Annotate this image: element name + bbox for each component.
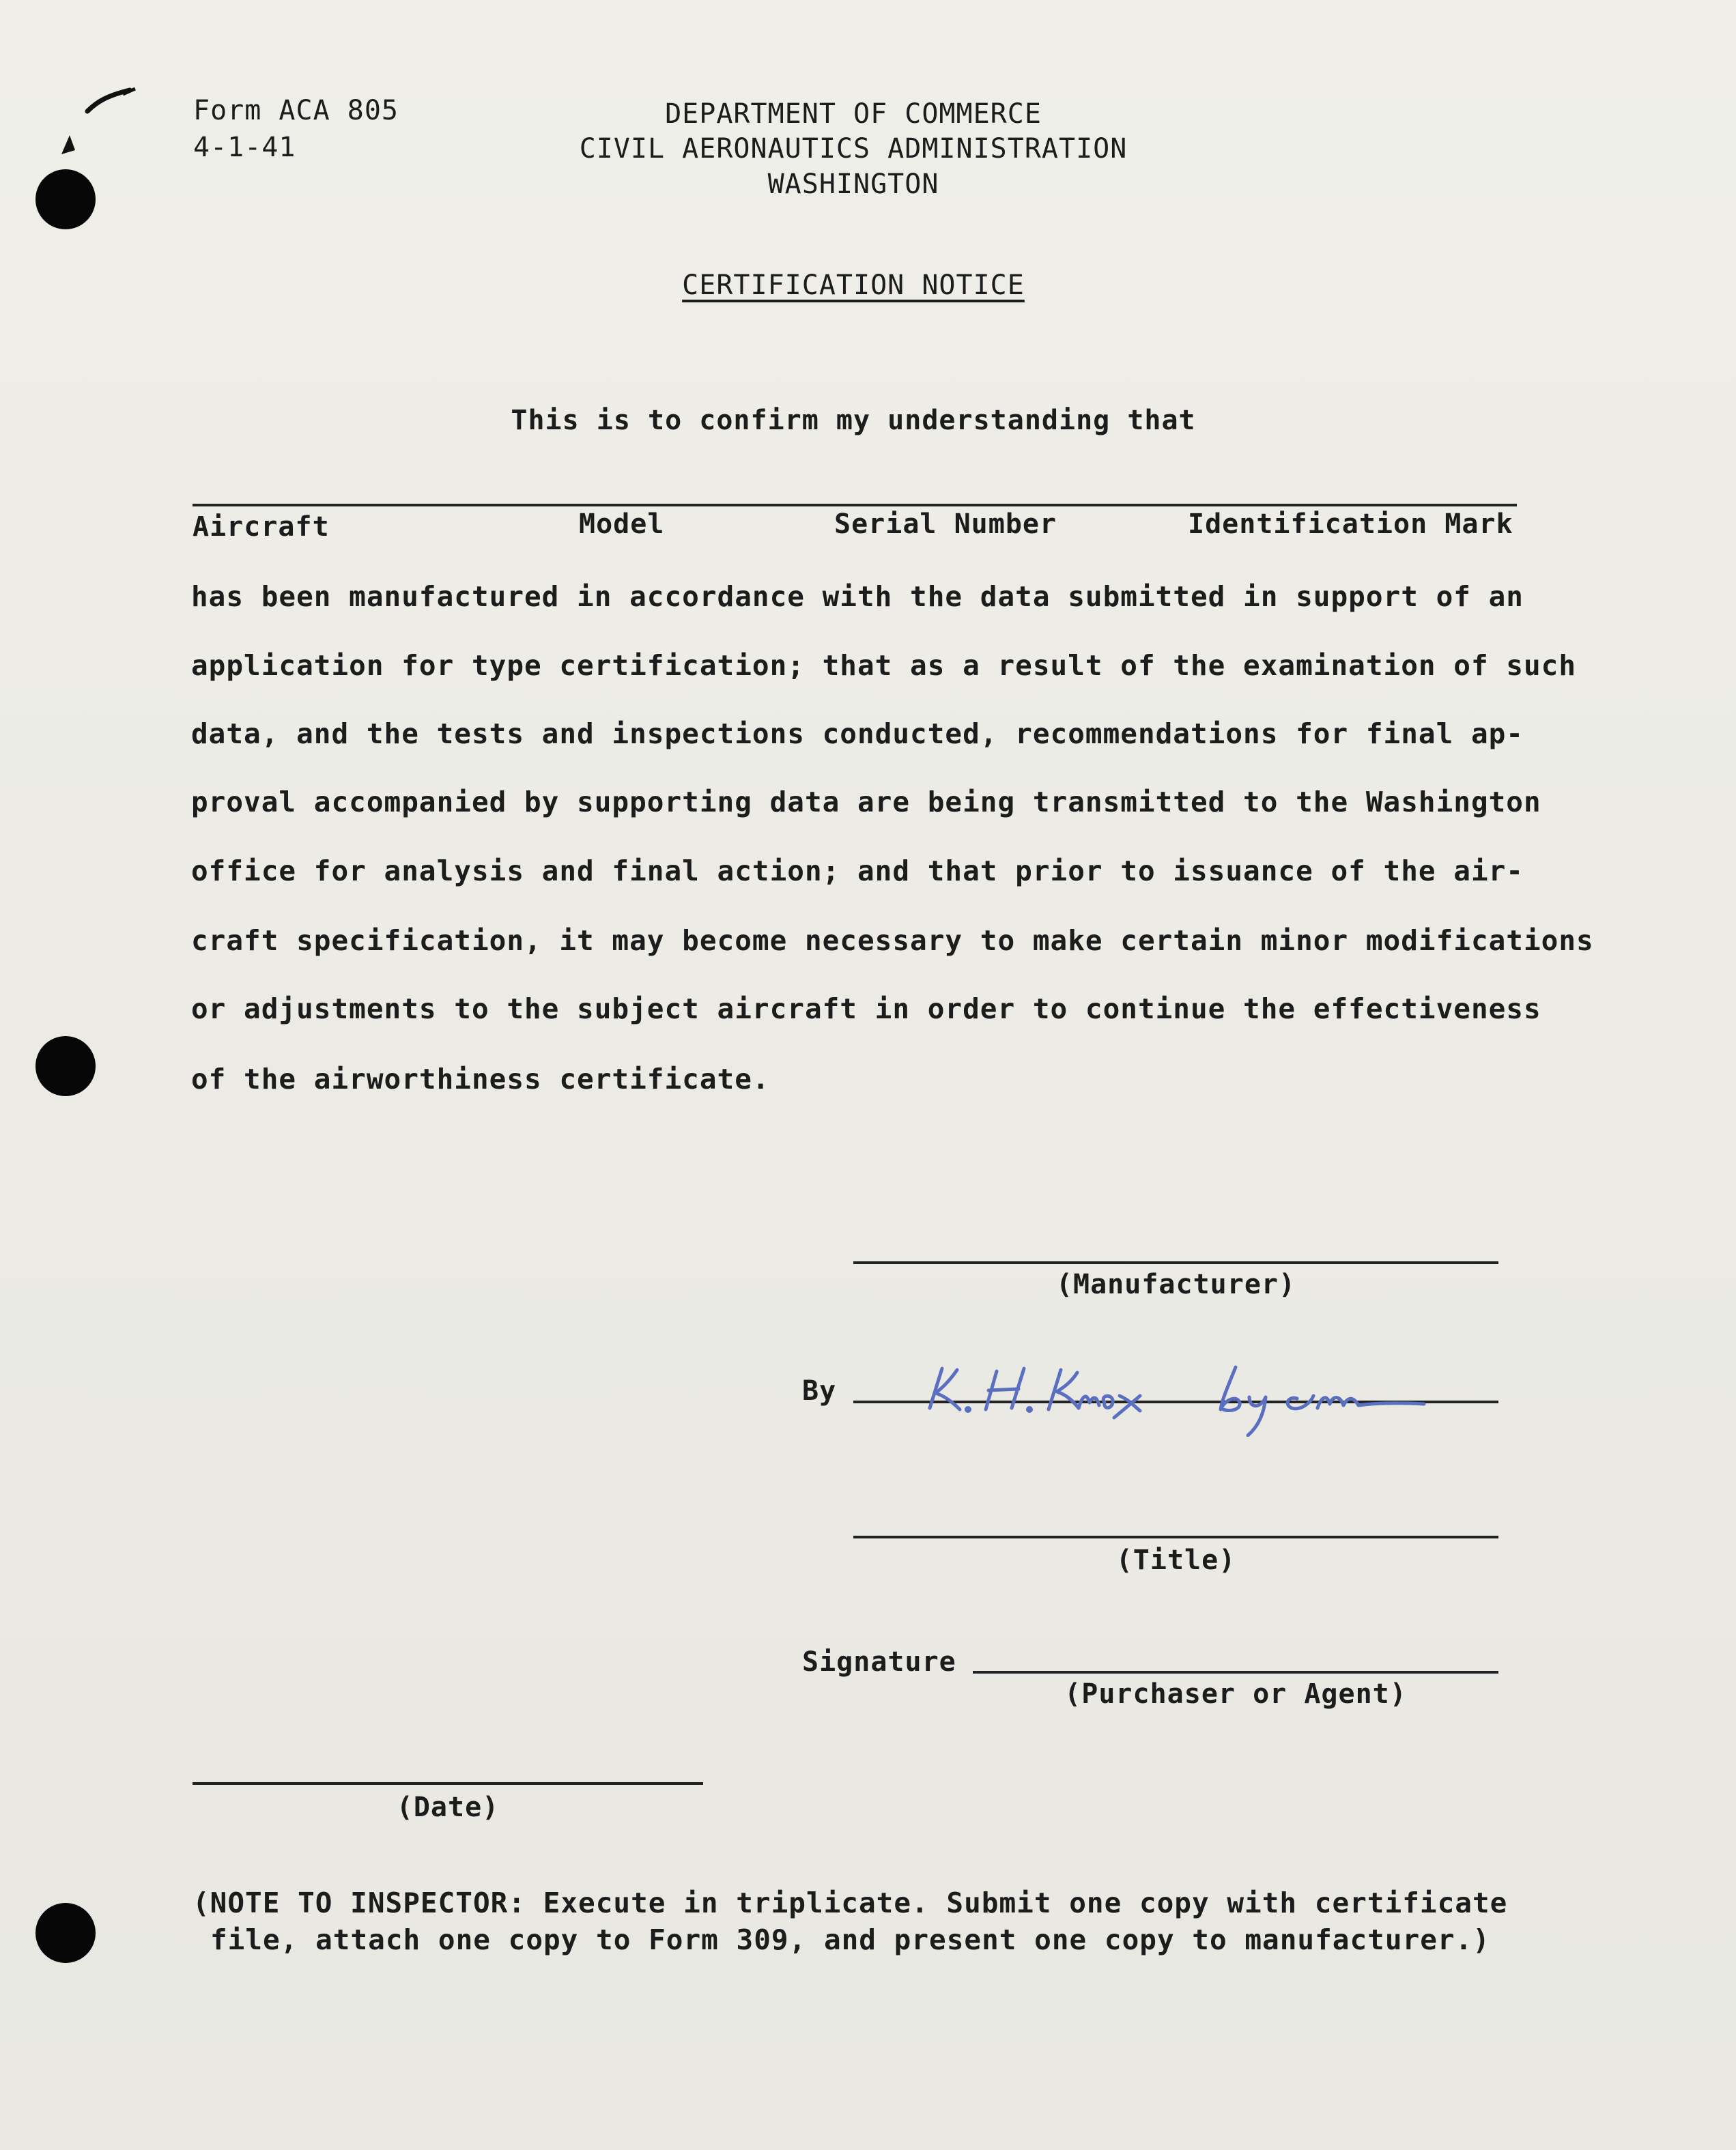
form-number: Form ACA 805 — [193, 95, 399, 126]
body-line: office for analysis and final action; and that prior to issuance of the air- — [191, 855, 1524, 887]
date-line[interactable] — [193, 1782, 703, 1785]
handwritten-signature — [915, 1355, 1502, 1437]
identification-mark-label: Identification Mark — [1188, 508, 1513, 540]
inspector-note-line1: (NOTE TO INSPECTOR: Execute in triplicate. Submit one copy with certificate — [193, 1887, 1508, 1919]
inspector-note-line2: file, attach one copy to Form 309, and present one copy to manufacturer.) — [210, 1923, 1490, 1956]
purchaser-label: (Purchaser or Agent) — [1064, 1678, 1407, 1710]
date-label: (Date) — [396, 1792, 500, 1823]
serial-number-label: Serial Number — [834, 508, 1057, 540]
aircraft-details-line[interactable] — [193, 504, 1517, 506]
city-name: WASHINGTON — [767, 169, 939, 200]
by-signature-text — [915, 1365, 922, 1366]
body-line: data, and the tests and inspections conducted, recommendations for final ap- — [191, 717, 1524, 750]
body-line: proval accompanied by supporting data are being transmitted to the Washington — [191, 786, 1541, 818]
page-title: CERTIFICATION NOTICE — [682, 270, 1025, 301]
body-line: has been manufactured in accordance with the data submitted in support of an — [191, 580, 1524, 613]
form-date: 4-1-41 — [193, 132, 296, 163]
body-line: craft specification, it may become necessary to make certain minor modifications — [191, 924, 1594, 957]
aircraft-label: Aircraft — [193, 511, 330, 543]
body-line: of the airworthiness certificate. — [191, 1063, 770, 1095]
by-label: By — [802, 1375, 837, 1407]
punch-hole-middle — [35, 1036, 96, 1096]
department-name: DEPARTMENT OF COMMERCE — [665, 98, 1042, 130]
signature-label: Signature — [802, 1646, 956, 1678]
body-line: application for type certification; that as a result of the examination of such — [191, 649, 1577, 682]
title-line[interactable] — [853, 1536, 1498, 1538]
title-label: (Title) — [1115, 1545, 1236, 1576]
model-label: Model — [579, 508, 665, 540]
signature-line[interactable] — [973, 1671, 1498, 1674]
manufacturer-line[interactable] — [853, 1261, 1498, 1264]
intro-text: This is to confirm my understanding that — [511, 405, 1196, 436]
manufacturer-label: (Manufacturer) — [1055, 1269, 1296, 1300]
body-line: or adjustments to the subject aircraft in order to continue the effectiveness — [191, 992, 1541, 1025]
punch-hole-bottom — [35, 1903, 96, 1963]
administration-name: CIVIL AERONAUTICS ADMINISTRATION — [579, 133, 1128, 164]
